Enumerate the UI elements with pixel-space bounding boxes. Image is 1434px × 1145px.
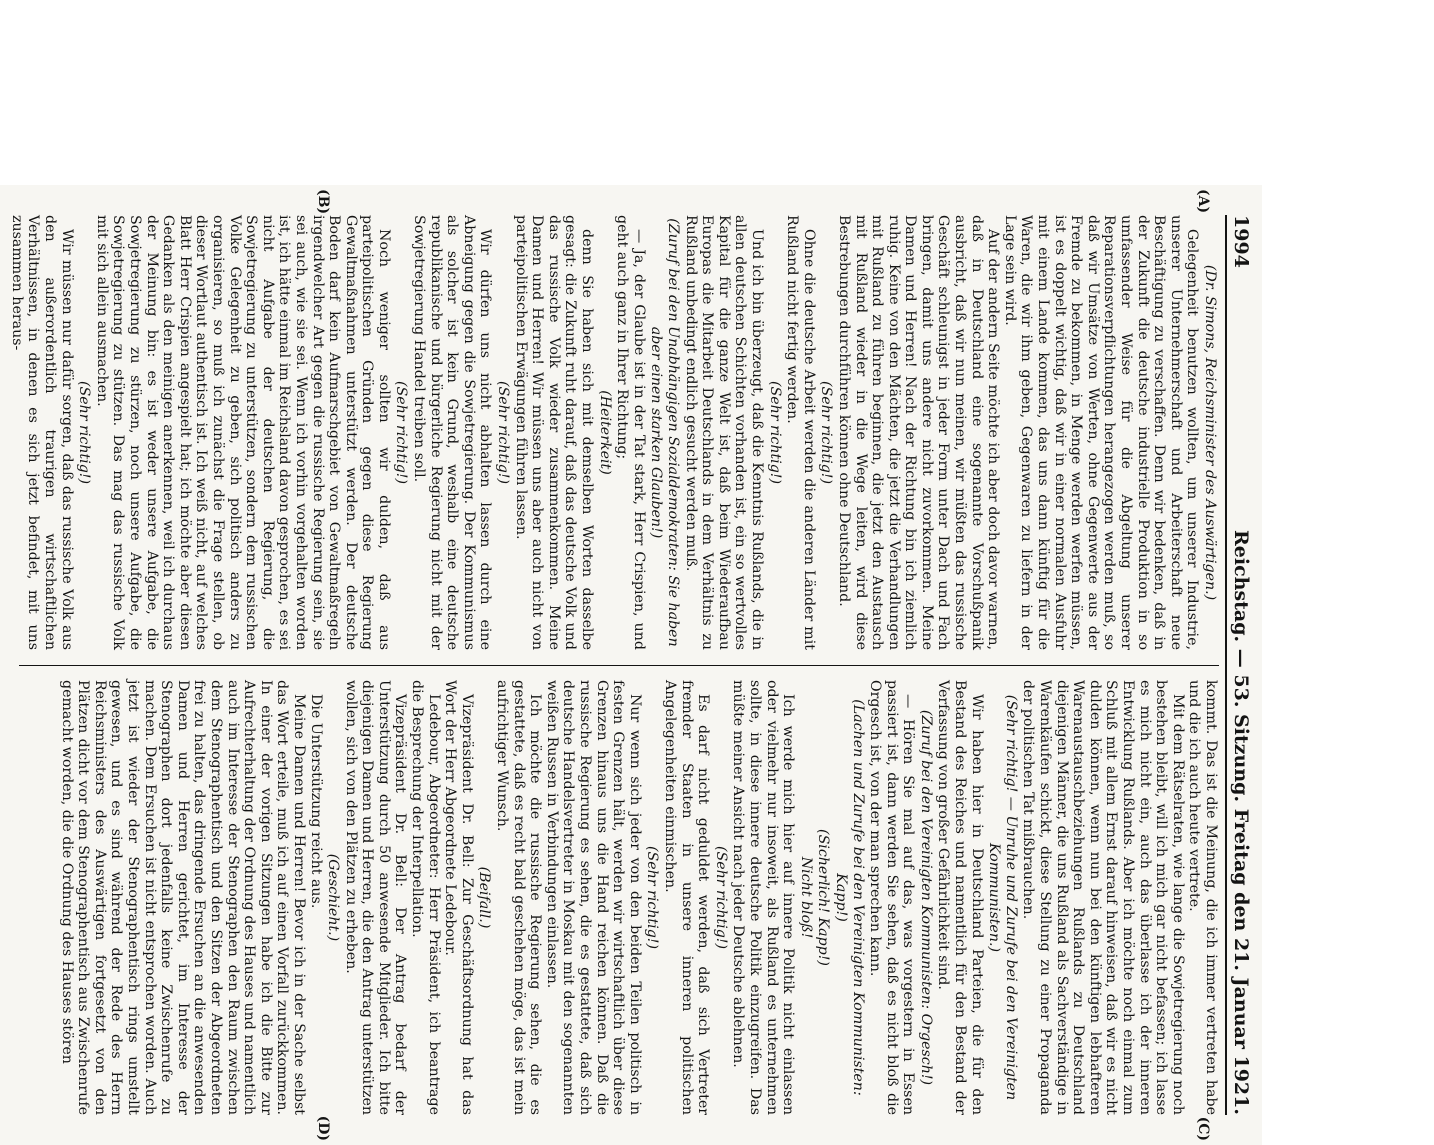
paragraph: Vizepräsident Dr. Bell: Zur Geschäftsordnung hat das Wort der Herr Abgeordnete Ledebour. xyxy=(442,680,475,1115)
interjection: (Sehr richtig!) xyxy=(495,380,512,485)
interjection: (Sehr richtig! — Unruhe und Zurufe bei den Vereinigten Kommunisten.) xyxy=(986,694,1019,1101)
margin-marker-c: (C) xyxy=(1195,1116,1211,1141)
interjection: (Sehr richtig!) xyxy=(712,845,729,950)
interjection: (Sehr richtig!) xyxy=(766,380,783,485)
interjection: (Sehr richtig!) xyxy=(393,380,410,485)
page-title: Reichstag. — 53. Sitzung. Freitag den 21. Januar 1921. xyxy=(1230,529,1252,1115)
page-number: 1994 xyxy=(1230,215,1252,268)
paragraph: Gelegenheit benutzen wollten, um unserer Industrie, unserer Unternehmerschaft und Arbeiterschaft neue Beschäftigung zu verschaffen. Denn wir bedenken, daß in der Zukunft die deutsche industrielle Produktion in so umfassender Weise für die Abgeltung unserer Reparationsverpflichtungen herangezogen werden muß, so daß wir Umsätze von Werten, ohne Gegenwerte aus der Fremde zu bekommen, in Menge werden werfen müssen, ist es doppelt wichtig, daß wir in einer normalen Ausfuhr mit einem Lande kommen, das uns dann künftig für die Waren, die wir ihm geben, Gegenwaren zu liefern in der Lage sein wird. xyxy=(1001,215,1201,650)
margin-marker-b: (B) xyxy=(315,189,331,215)
paragraph: — Hören Sie mal auf das, was vorgestern in Essen passiert ist, dann werden Sie sehen, daß es nicht bloß die Orgesch ist, von der man sprechen kann. xyxy=(867,680,917,1115)
margin-marker-d: (D) xyxy=(315,1115,331,1141)
interjection: (Sicherlich! Kapp!) xyxy=(815,829,832,966)
paragraph: Wir dürfen uns nicht abhalten lassen durch eine Abneigung gegen die Sowjetregierung. Der Kommunismus als solcher ist kein Grund, weshalb eine deutsche republikanische und bürgerliche Regierung nicht mit der Sowjetregierung Handel treiben soll. xyxy=(411,215,494,650)
paragraph: Meine Damen und Herren! Bevor ich in der Sache selbst das Wort erteile, muß ich auf einen Vorfall zurückkommen. In einer der vorigen Sitzungen habe ich die Bitte zur Aufrechterhaltung der Ordnung des Hauses und namentlich auch im Interesse der Stenographen den Raum zwischen dem Stenographentisch und den Sitzen der Abgeordneten frei zu halten, das dringende Ersuchen an die anwesenden Damen und Herren gerichtet, im Interesse der Stenographen dort jedenfalls keine Zwischenrufe zu machen. Dem Ersuchen ist nicht entsprochen worden. Auch jetzt ist wieder der Stenographentisch rings umstellt gewesen, und es sind während der Rede des Herrn Reichsministers des Auswärtigen fortgesetzt von den Plätzen dicht vor dem Stenographentisch aus Zwischenrufe gemacht worden, die die Ordnung des Hauses stören xyxy=(58,680,307,1115)
paragraph: Ich möchte die russische Regierung sehen, die es gestattete, daß es recht bald geschehen möge, das ist mein aufrichtiger Wunsch. xyxy=(494,680,544,1115)
paragraph: Wir müssen nur dafür sorgen, daß das russische Volk aus den außerordentlich traurigen wirtschaftlichen Verhältnissen, in denen es sich jetzt befindet, mit uns zusammen heraus- xyxy=(8,215,75,650)
paragraph: Und ich bin überzeugt, daß die Kenntnis Rußlands, die in allen deutschen Schichten vorhanden ist, ein so wertvolles Kapital für die ganze Welt ist, daß beim Wiederaufbau Europas die Mitarbeit Deutschlands in dem Verhältnis zu Rußland unbedingt endlich gesucht werden muß. xyxy=(682,215,765,650)
paragraph: Mit dem Rätselraten, wie lange die Sowjetregierung noch bestehen bleibt, will ich mich gar nicht befassen; ich lasse es mich nicht ein, auch das überlasse ich der inneren Entwicklung Rußlands. Aber ich möchte noch einmal zum Schluß mit allem Ernst darauf hinweisen, daß wir es nicht dulden können, wenn nun bei den künftigen lebhafteren Warenaustauschbeziehungen Rußlands zu Deutschland diejenigen Männer, die uns Rußland als Sachverständige in Warenkäufen schickt, diese Stellung zu einer Propaganda der politischen Tat mißbrauchen. xyxy=(1020,680,1186,1115)
interjection: (Sehr richtig!) xyxy=(818,380,835,485)
paragraph: kommt. Das ist die Meinung, die ich immer vertreten habe und die ich auch heute vertrete. xyxy=(1186,680,1219,1115)
paragraph: — Ja, der Glaube ist in der Tat stark, Herr Crispien, und geht auch ganz in Ihrer Richtung; xyxy=(614,215,647,650)
paragraph: denn Sie haben sich mit demselben Worten dasselbe gesagt: die Zukunft ruht darauf, daß das deutsche Volk und das russische Volk wieder zusammenkommen. Meine Damen und Herren! Wir müssen uns aber auch nicht von parteipolitischen Erwägungen führen lassen. xyxy=(512,215,596,650)
paragraph: Wir haben hier in Deutschland Parteien, die für den Bestand des Reiches und namentlich für den Bestand der Verfassung von großer Gefährlichkeit sind. xyxy=(935,680,985,1115)
paragraph: Ledebour, Abgeordneter: Herr Präsident, ich beantrage die Besprechung der Interpellation. xyxy=(409,680,442,1115)
paragraph: Die Unterstützung reicht aus. xyxy=(307,694,324,909)
column-divider xyxy=(19,665,1219,666)
interjection: (Heiterkeit) xyxy=(596,390,613,475)
margin-marker-a: (A) xyxy=(1195,189,1211,214)
paragraph: Auf der andern Seite möchte ich aber doch davor warnen, daß in Deutschland eine sogenannte Vorschußpanik ausbricht, daß wir nun meinen, wir müßten das russische Geschäft schleunigst in jeder Form unter Dach und Fach bringen, damit uns andere nicht zuvorkommen. Meine Damen und Herren! Nach der Richtung bin ich ziemlich ruhig. Keine von den Mächten, die jetzt die Verhandlungen mit Rußland zu führen beginnen, die jetzt den Austausch mit Rußland wieder in die Wege leiten, wird diese Bestrebungen durchführen können ohne Deutschland. xyxy=(835,215,1002,650)
left-column xyxy=(8,215,1219,650)
interjection: (Sehr richtig!) xyxy=(644,845,661,950)
scanned-page xyxy=(0,185,1262,1145)
two-column-body xyxy=(8,189,1219,1141)
interjection: (Zuruf bei den Vereinigten Kommunisten: Orgesch!) xyxy=(917,709,934,1086)
interjection: (Sehr richtig!) xyxy=(76,380,93,485)
interjection: (Geschieht.) xyxy=(325,853,342,942)
interjection: (Dr. Simons, Reichsminister des Auswärtigen.) xyxy=(1202,264,1218,601)
interjection: (Beifall.) xyxy=(476,866,493,929)
paragraph: Ohne die deutsche Arbeit werden die anderen Länder mit Rußland nicht fertig werden. xyxy=(784,215,817,650)
right-column xyxy=(19,680,1219,1115)
interjection: Nicht bloß! xyxy=(797,856,814,939)
page-header xyxy=(1225,215,1252,1115)
paragraph: Noch weniger sollten wir dulden, daß aus parteipolitischen Gründen gegen diese Regierung Gewaltmaßnahmen unterstützt werden. Der deutsche Boden darf kein Aufmarschgebiet von Gewaltmaßregeln irgendwelcher Art gegen die russische Regierung sein, sie sei auch, wie sie sei. Wenn ich vorhin vorgehalten worden ist, ich hätte einmal im Reichsland davon gesprochen, es sei nicht Aufgabe der deutschen Regierung, die Sowjetregierung zu unterstützen, sondern dem russischen Volke Gelegenheit zu geben, sich politisch anders zu organisieren, so muß ich zunächst die Frage stellen, ob dieser Wortlaut authentisch ist. Ich weiß nicht, auf welches Blatt Herr Crispien angespielt hat; ich möchte aber diesen Gedanken als den meinigen anerkennen, weil ich durchaus der Meinung bin: es ist weder unsere Aufgabe, die Sowjetregierung zu stürzen, noch unsere Aufgabe, die Sowjetregierung zu stützen. Das mag das russische Volk mit sich allein ausmachen. xyxy=(93,215,392,650)
paragraph: Vizepräsident Dr. Bell: Der Antrag bedarf der Unterstützung durch 50 anwesende Mitglieder. Ich bitte diejenigen Damen und Herren, die den Antrag unterstützen wollen, sich von den Plätzen zu erheben. xyxy=(342,680,409,1115)
paragraph: Ich werde mich hier auf innere Politik nicht einlassen oder vielmehr nur insoweit, als Rußland es unternehmen sollte, in diese innere deutsche Politik einzugreifen. Das müßte meiner Ansicht nach jeder Deutsche ablehnen. xyxy=(730,680,797,1115)
paragraph: Es darf nicht geduldet werden, daß sich Vertreter fremder Staaten in unsere inneren politischen Angelegenheiten einmischen. xyxy=(662,680,712,1115)
interjection: (Zuruf bei den Unabhängigen Sozialdemokraten: Sie haben aber einen starken Glauben!) xyxy=(648,218,681,647)
paragraph: Nur wenn sich jeder von den beiden Teilen politisch in festen Grenzen hält, werden wir wirtschaftlich über diese Grenzen hinaus uns die Hand reichen können. Daß die russische Regierung es sehen, die es gestattete, daß sich deutsche Handelsvertreter in Moskau mit den sogenannten weißen Russen in Verbindungen einlassen. xyxy=(543,680,643,1115)
interjection: (Lachen und Zurufe bei den Vereinigten Kommunisten: Kapp!) xyxy=(832,699,866,1096)
